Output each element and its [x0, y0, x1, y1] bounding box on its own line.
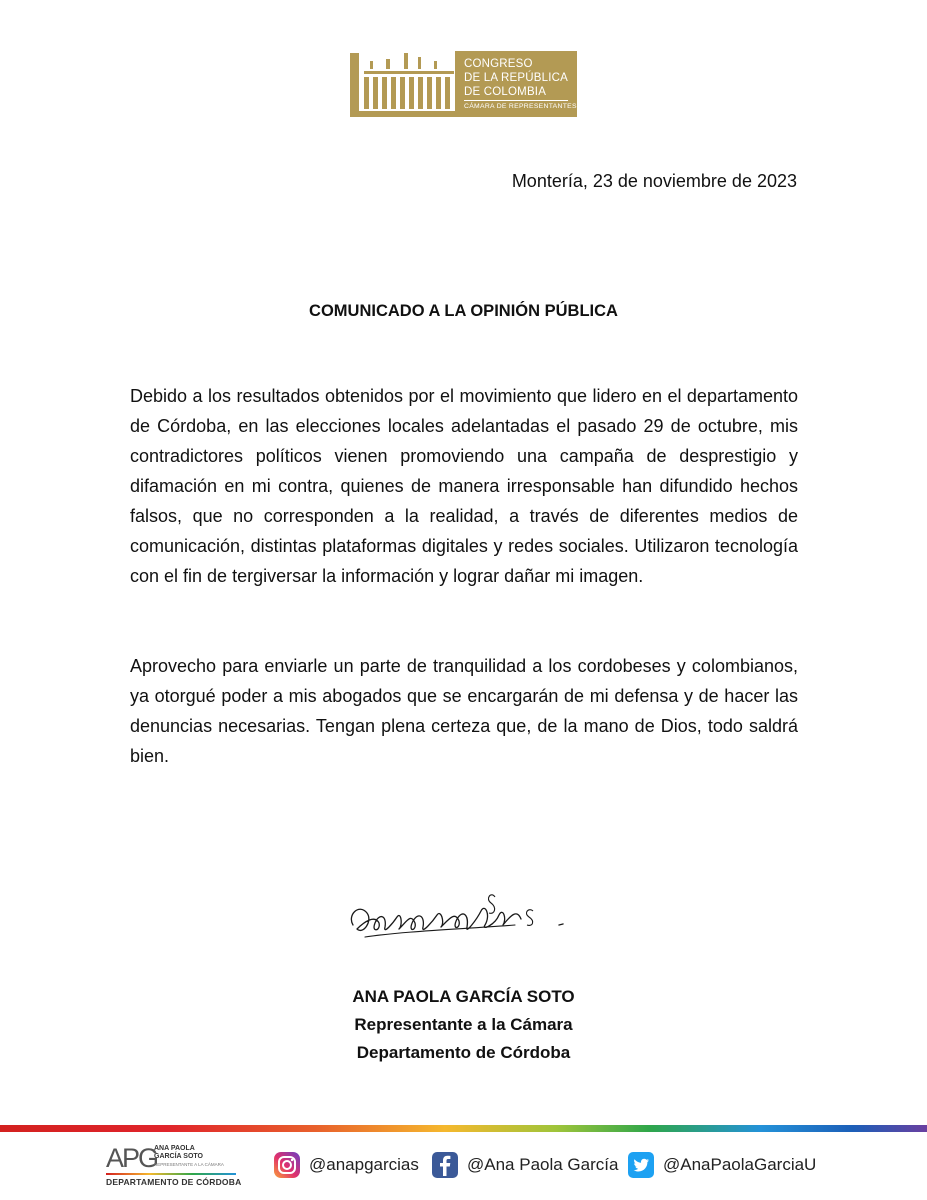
logo-divider	[464, 100, 568, 101]
body-paragraph-1: Debido a los resultados obtenidos por el movimiento que lidero en el departamento de Córdoba, en las elecciones locales adelantadas el pasado 29 de octubre, mis contradictores políticos vienen promoviendo una campaña de desprestigio y difamación en mi contra, quienes de manera irresponsable han difundido hechos falsos, que no corresponden a la realidad, a través de diferentes medios de comunicación, distintas plataformas digitales y redes sociales. Utilizaron tecnología con el fin de tergiversar la información y lograr dañar mi imagen.	[130, 386, 798, 586]
logo-line-1: CONGRESO	[464, 58, 533, 70]
apg-logo-subtitle: REPRESENTANTE A LA CÁMARA	[154, 1162, 224, 1167]
instagram-link[interactable]	[273, 1150, 419, 1180]
congress-logo-text-box	[455, 51, 577, 117]
letter-date: Montería, 23 de noviembre de 2023	[511, 171, 797, 191]
twitter-link[interactable]	[627, 1150, 816, 1180]
apg-logo	[106, 1143, 246, 1188]
apg-logo-stripe	[106, 1173, 236, 1175]
signer-name: ANA PAOLA GARCÍA SOTO	[352, 987, 575, 1006]
instagram-handle: @anapgarcias	[309, 1155, 419, 1174]
twitter-icon	[627, 1151, 655, 1179]
apg-logo-name-line-2: GARCÍA SOTO	[154, 1153, 204, 1160]
facebook-link[interactable]	[431, 1150, 618, 1180]
facebook-icon	[431, 1151, 459, 1179]
apg-logo-name-line-1: ANA PAOLA	[154, 1145, 195, 1152]
signature-block	[0, 983, 927, 1067]
apg-logo-letters: APG	[106, 1143, 158, 1173]
footer-rainbow-stripe	[0, 1125, 927, 1132]
signer-department: Departamento de Córdoba	[356, 1043, 571, 1062]
congress-building-icon	[348, 47, 458, 117]
signer-role: Representante a la Cámara	[354, 1015, 573, 1034]
logo-line-2: DE LA REPÚBLICA	[464, 72, 568, 84]
logo-subline: CÁMARA DE REPRESENTANTES	[464, 103, 577, 110]
twitter-handle: @AnaPaolaGarciaU	[663, 1155, 817, 1174]
handwritten-signature	[345, 885, 580, 955]
apg-logo-department: DEPARTAMENTO DE CÓRDOBA	[106, 1177, 242, 1187]
apg-logo-name	[154, 1145, 203, 1161]
congress-logo	[348, 47, 577, 117]
facebook-handle: @Ana Paola García	[467, 1155, 619, 1174]
body-paragraph-2: Aprovecho para enviarle un parte de tranquilidad a los cordobeses y colombianos, ya otorgué poder a mis abogados que se encargarán de mi defensa y de hacer las denuncias necesarias. Tengan plena certeza que, de la mano de Dios, todo saldrá bien.	[130, 656, 798, 766]
instagram-icon	[273, 1151, 301, 1179]
letter-title: COMUNICADO A LA OPINIÓN PÚBLICA	[309, 302, 618, 320]
logo-line-3: DE COLOMBIA	[464, 86, 547, 98]
